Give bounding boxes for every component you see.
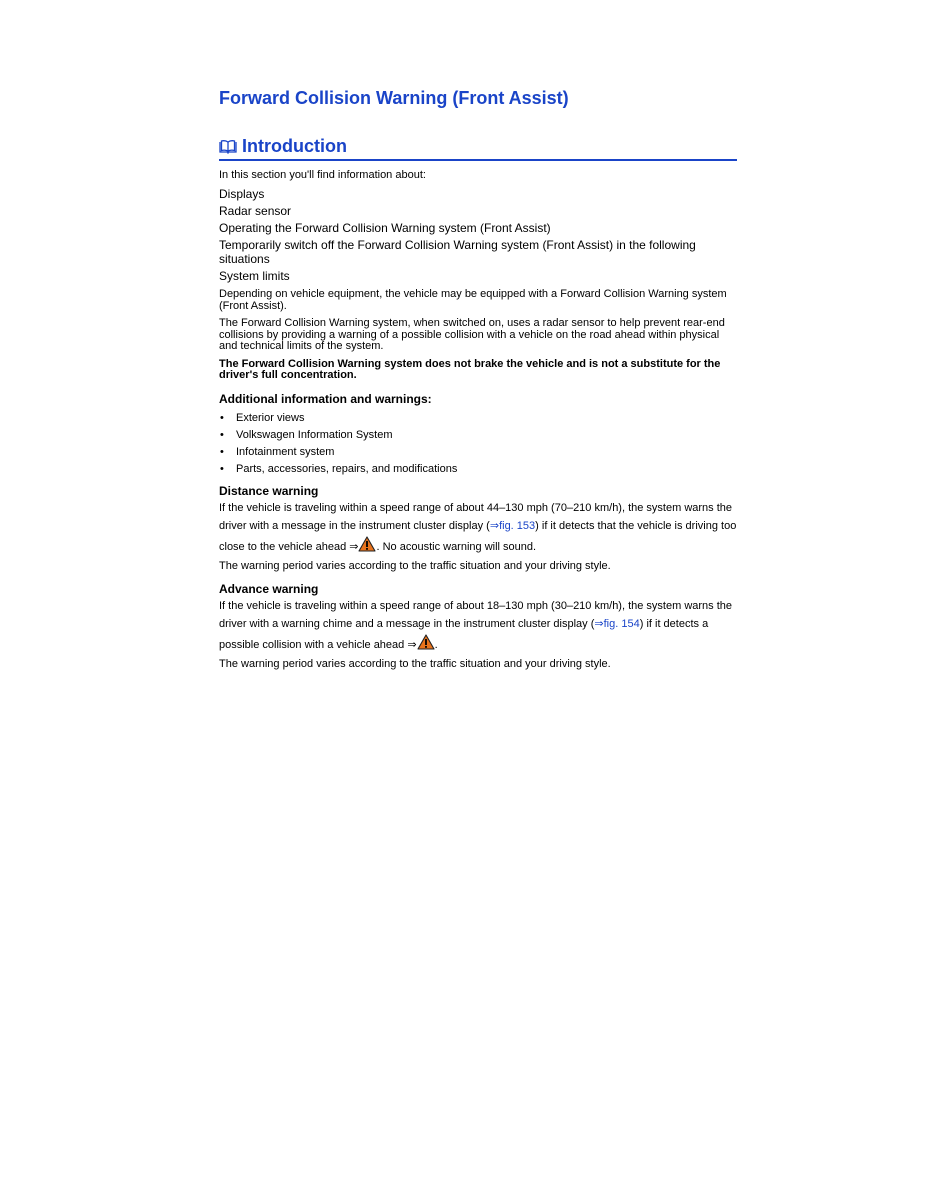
advance-period-note: The warning period varies according to the traffic situation and your driving style. — [219, 658, 611, 670]
additional-info-heading: Additional information and warnings: — [219, 391, 432, 406]
list-item-label: Infotainment system — [236, 445, 335, 458]
advance-warning-heading: Advance warning — [219, 581, 319, 596]
fig-154-link[interactable]: fig. 154 — [603, 618, 640, 630]
list-item-label: Exterior views — [236, 411, 305, 424]
section-heading: Introduction — [242, 136, 347, 156]
fig-153-link[interactable]: fig. 153 — [499, 520, 536, 532]
paragraph-equipment: Depending on vehicle equipment, the vehicle may be equipped with a Forward Collision Warning system (Front Assist). — [219, 288, 727, 312]
fig-153-arrow: ⇒ — [489, 520, 500, 532]
content-body — [219, 169, 737, 675]
section-header-introduction — [219, 136, 737, 161]
advance-text-part-1: If the vehicle is traveling within a speed range of about 18–130 mph (30–210 km/h), the system warns the driver with a warning chime and a message in the instrument cluster display ( — [219, 599, 733, 630]
topic-link-displays[interactable]: Displays — [219, 187, 265, 201]
bullet-icon: • — [220, 428, 224, 441]
bullet-icon: • — [220, 462, 224, 475]
bullet-icon: • — [220, 445, 224, 458]
distance-arrow: ⇒ — [349, 540, 359, 553]
additional-info-list — [219, 412, 737, 476]
topic-link-radar-sensor[interactable]: Radar sensor — [219, 204, 292, 218]
topic-list — [219, 187, 737, 283]
list-item-label: Parts, accessories, repairs, and modifications — [236, 462, 458, 475]
distance-text-part-2: ) if it detects that the vehicle is driving too close to the vehicle ahead — [219, 520, 737, 553]
warning-triangle-icon[interactable] — [417, 634, 435, 650]
list-item[interactable] — [219, 463, 737, 476]
list-item[interactable] — [219, 446, 737, 459]
topic-link-temporarily-switch-off[interactable]: Temporarily switch off the Forward Collision Warning system (Front Assist) in the following situations — [219, 238, 696, 266]
bold-notice: The Forward Collision Warning system does not brake the vehicle and is not a substitute for the driver's full concentration. — [219, 357, 721, 381]
list-item[interactable] — [219, 429, 737, 442]
advance-arrow: ⇒ — [407, 638, 417, 651]
advance-text-part-2: ) if it detects a possible collision with a vehicle ahead — [219, 618, 709, 651]
advance-warning-text — [219, 597, 737, 655]
distance-warning-text — [219, 499, 737, 557]
paragraph-system-description: The Forward Collision Warning system, when switched on, uses a radar sensor to help prevent rear-end collisions by providing a warning of a possible collision with a vehicle on the road ahead within physical and technical limits of the system. — [219, 317, 725, 352]
warning-triangle-icon[interactable] — [358, 536, 376, 552]
book-icon — [219, 140, 237, 154]
topic-link-operating[interactable]: Operating the Forward Collision Warning system (Front Assist) — [219, 221, 551, 235]
distance-period-note: The warning period varies according to the traffic situation and your driving style. — [219, 560, 611, 572]
bullet-icon: • — [220, 411, 224, 424]
advance-text-part-3: . — [434, 638, 438, 651]
fig-154-arrow: ⇒ — [594, 618, 604, 630]
distance-text-part-1: If the vehicle is traveling within a speed range of about 44–130 mph (70–210 km/h), the system warns the driver with a message in the instrument cluster display ( — [219, 501, 733, 532]
intro-lead: In this section you'll find information about: — [219, 169, 426, 181]
list-item[interactable] — [219, 412, 737, 425]
distance-text-part-3: . No acoustic warning will sound. — [376, 540, 537, 553]
distance-warning-heading: Distance warning — [219, 483, 319, 498]
topic-link-system-limits[interactable]: System limits — [219, 269, 290, 283]
list-item-label: Volkswagen Information System — [236, 428, 393, 441]
page-title: Forward Collision Warning (Front Assist) — [219, 88, 569, 108]
